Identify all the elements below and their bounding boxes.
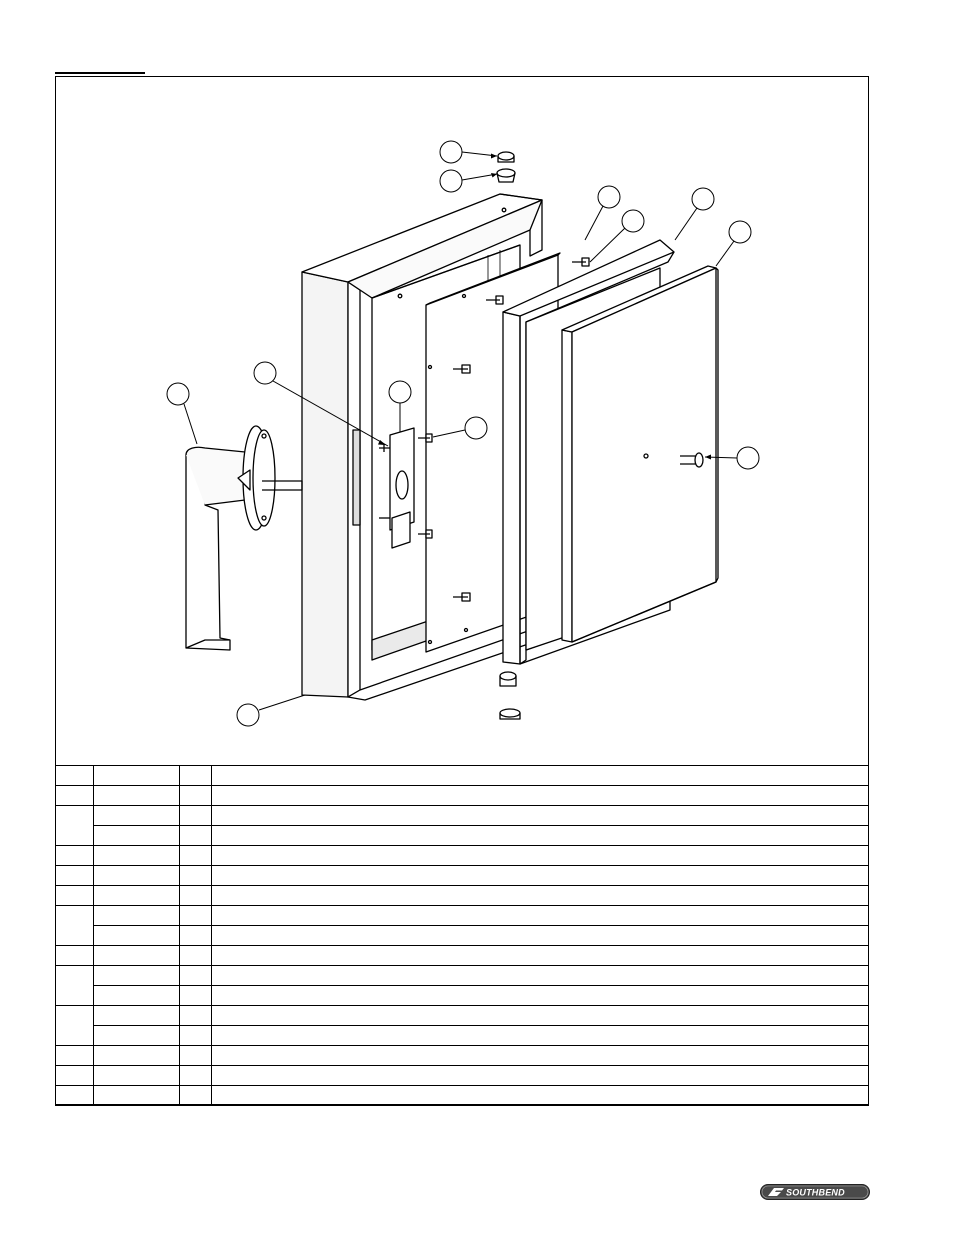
table-row	[56, 1066, 869, 1086]
part-number-cell	[94, 786, 180, 806]
part-number-cell	[94, 946, 180, 966]
part-number-cell	[94, 1026, 180, 1046]
qty-cell	[180, 986, 212, 1006]
table-row	[56, 986, 869, 1006]
description-cell	[212, 1006, 869, 1026]
qty-cell	[180, 866, 212, 886]
item-number-cell	[56, 766, 94, 786]
qty-cell	[180, 1066, 212, 1086]
qty-cell	[180, 966, 212, 986]
part-number-cell	[94, 1046, 180, 1066]
item-number-cell	[56, 966, 94, 1006]
item-number-cell	[56, 906, 94, 946]
table-row	[56, 1006, 869, 1026]
table-row	[56, 806, 869, 826]
description-cell	[212, 966, 869, 986]
item-number-cell	[56, 1086, 94, 1106]
item-number-cell	[56, 946, 94, 966]
part-number-cell	[94, 966, 180, 986]
qty-cell	[180, 1046, 212, 1066]
description-cell	[212, 786, 869, 806]
description-cell	[212, 846, 869, 866]
table-row	[56, 846, 869, 866]
qty-cell	[180, 946, 212, 966]
qty-cell	[180, 1026, 212, 1046]
part-number-cell	[94, 926, 180, 946]
item-number-cell	[56, 866, 94, 886]
table-row	[56, 886, 869, 906]
description-cell	[212, 906, 869, 926]
door-handle	[186, 426, 302, 650]
qty-cell	[180, 846, 212, 866]
part-number-cell	[94, 766, 180, 786]
table-row	[56, 1026, 869, 1046]
description-cell	[212, 1066, 869, 1086]
description-cell	[212, 926, 869, 946]
item-number-cell	[56, 806, 94, 846]
description-cell	[212, 826, 869, 846]
item-number-cell	[56, 846, 94, 866]
description-cell	[212, 766, 869, 786]
table-row	[56, 826, 869, 846]
description-cell	[212, 886, 869, 906]
description-cell	[212, 946, 869, 966]
item-number-cell	[56, 1046, 94, 1066]
southbend-logo	[760, 1184, 870, 1200]
part-number-cell	[94, 1066, 180, 1086]
part-number-cell	[94, 1006, 180, 1026]
item-number-cell	[56, 1006, 94, 1046]
item-number-cell	[56, 886, 94, 906]
part-number-cell	[94, 846, 180, 866]
part-number-cell	[94, 866, 180, 886]
part-number-cell	[94, 906, 180, 926]
description-cell	[212, 1046, 869, 1066]
qty-cell	[180, 1006, 212, 1026]
table-row	[56, 786, 869, 806]
part-number-cell	[94, 986, 180, 1006]
table-row	[56, 966, 869, 986]
qty-cell	[180, 806, 212, 826]
part-number-cell	[94, 1086, 180, 1106]
description-cell	[212, 986, 869, 1006]
front-panel	[562, 266, 718, 642]
qty-cell	[180, 886, 212, 906]
item-number-cell	[56, 1066, 94, 1086]
table-row	[56, 766, 869, 786]
qty-cell	[180, 766, 212, 786]
item-number-cell	[56, 786, 94, 806]
qty-cell	[180, 826, 212, 846]
description-cell	[212, 1086, 869, 1106]
qty-cell	[180, 906, 212, 926]
part-number-cell	[94, 826, 180, 846]
table-row	[56, 1086, 869, 1106]
description-cell	[212, 806, 869, 826]
parts-table	[55, 765, 869, 1106]
table-row	[56, 906, 869, 926]
qty-cell	[180, 1086, 212, 1106]
description-cell	[212, 866, 869, 886]
qty-cell	[180, 926, 212, 946]
table-row	[56, 1046, 869, 1066]
table-row	[56, 926, 869, 946]
part-number-cell	[94, 806, 180, 826]
logo-text: SOUTHBEND	[786, 1187, 845, 1198]
qty-cell	[180, 786, 212, 806]
exploded-door-diagram	[56, 77, 868, 765]
table-row	[56, 866, 869, 886]
table-row	[56, 946, 869, 966]
description-cell	[212, 1026, 869, 1046]
part-number-cell	[94, 886, 180, 906]
